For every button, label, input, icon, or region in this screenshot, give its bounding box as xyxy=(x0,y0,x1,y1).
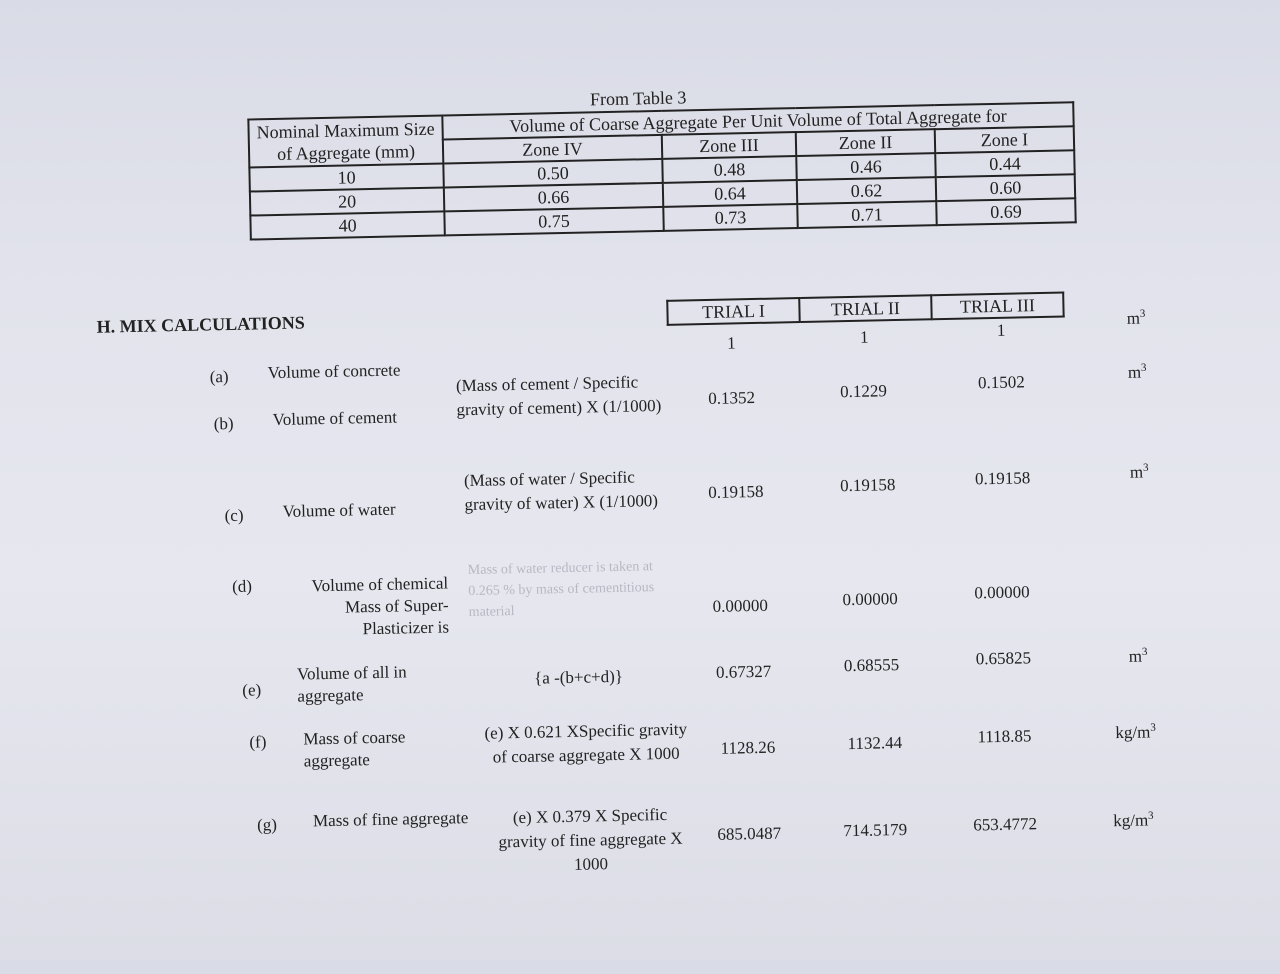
trial-2-value: 1132.44 xyxy=(847,732,903,754)
trial-header: TRIAL II xyxy=(799,295,931,322)
row-label: Volume of water xyxy=(282,499,396,521)
section-title: H. MIX CALCULATIONS xyxy=(96,312,306,337)
size-cell: 20 xyxy=(250,187,444,215)
value-cell: 0.62 xyxy=(797,177,936,204)
value-cell: 0.44 xyxy=(935,150,1074,177)
row-key: (b) xyxy=(213,413,234,434)
zone-header: Zone III xyxy=(662,132,796,159)
unit-label xyxy=(1113,810,1154,831)
row-key: (f) xyxy=(249,732,267,752)
row-label: Mass of coarse aggregate xyxy=(303,727,406,771)
trial-2-value: 1 xyxy=(859,327,869,347)
row-label: Mass of fine aggregate xyxy=(312,808,469,831)
trial-1-value: 0.19158 xyxy=(708,481,764,502)
unit-exponent: 3 xyxy=(1141,645,1148,658)
unit-label xyxy=(1128,362,1147,383)
trial-1-value: 0.67327 xyxy=(715,661,772,682)
trial-1-value: 1128.26 xyxy=(720,737,776,758)
trial-2-value: 0.19158 xyxy=(839,475,896,496)
trial-1-value: 0.1352 xyxy=(708,387,756,408)
trial-1-value: 0.00000 xyxy=(712,595,769,616)
row-label: Volume of concrete xyxy=(267,360,401,383)
unit-base: m xyxy=(1128,646,1143,666)
row-formula: (e) X 0.621 XSpecific gravity of coarse aggregate X 1000 xyxy=(484,719,688,767)
trial-2-value: 0.68555 xyxy=(843,655,900,676)
row-formula: Mass of water reducer is taken at 0.265 % by mass of cementitious material xyxy=(467,559,655,621)
trial-2-value: 0.00000 xyxy=(842,589,898,610)
trial-3-value: 1 xyxy=(996,320,1006,340)
value-cell: 0.73 xyxy=(663,204,797,231)
unit-exponent: 3 xyxy=(1140,361,1147,374)
trial-1-value: 1 xyxy=(726,333,736,353)
value-cell: 0.46 xyxy=(796,153,935,180)
unit-base: m xyxy=(1129,462,1144,482)
trial-header: TRIAL I xyxy=(667,298,799,325)
unit-exponent: 3 xyxy=(1147,809,1154,822)
row-label: Volume of all in aggregate xyxy=(296,662,407,706)
trial-2-value: 0.1229 xyxy=(839,381,888,402)
row-formula: (e) X 0.379 X Specific gravity of fine aggregate X 1000 xyxy=(498,804,683,874)
value-cell: 0.75 xyxy=(444,207,663,236)
zone-header: Zone IV xyxy=(443,135,662,164)
value-cell: 0.60 xyxy=(936,174,1075,201)
size-cell: 10 xyxy=(249,163,443,191)
zone-header: Zone II xyxy=(796,129,935,156)
row-key: (g) xyxy=(256,815,278,835)
table-caption: From Table 3 xyxy=(589,87,687,110)
unit-base: kg/m xyxy=(1113,810,1149,831)
value-cell: 0.50 xyxy=(443,159,662,188)
size-cell: 40 xyxy=(250,211,444,239)
unit-exponent: 3 xyxy=(1142,461,1149,474)
unit-base: kg/m xyxy=(1115,722,1151,743)
unit-base: m xyxy=(1126,308,1141,328)
value-cell: 0.66 xyxy=(444,183,663,212)
trial-3-value: 1118.85 xyxy=(977,726,1032,747)
trial-header: TRIAL III xyxy=(931,293,1063,320)
unit-label xyxy=(1130,462,1149,483)
volume-header: Volume of Coarse Aggregate Per Unit Volume of Total Aggregate for xyxy=(442,102,1073,139)
trial-3-value: 0.1502 xyxy=(977,372,1025,393)
row-key: (c) xyxy=(224,505,244,526)
row-label: Volume of chemical Mass of Super-Plasticizer is xyxy=(311,573,450,639)
unit-label xyxy=(1127,308,1146,329)
row-key: (a) xyxy=(209,367,229,387)
nominal-size-header: Nominal Maximum Size of Aggregate (mm) xyxy=(248,115,443,167)
trial-3-value: 653.4772 xyxy=(973,814,1038,835)
value-cell: 0.71 xyxy=(797,201,936,228)
unit-label xyxy=(1129,646,1148,667)
row-formula: (Mass of water / Specific gravity of water) X (1/1000) xyxy=(463,467,659,515)
row-key: (d) xyxy=(231,576,253,596)
zone-table xyxy=(247,101,1076,240)
trial-3-value: 0.65825 xyxy=(975,648,1032,669)
row-label: Volume of cement xyxy=(272,407,398,430)
row-key: (e) xyxy=(242,680,262,700)
unit-exponent: 3 xyxy=(1150,721,1156,734)
trial-3-value: 0.19158 xyxy=(974,468,1031,489)
value-cell: 0.48 xyxy=(662,156,796,183)
row-formula: (Mass of cement / Specific gravity of cement) X (1/1000) xyxy=(455,372,662,420)
row-formula: {a -(b+c+d)} xyxy=(533,666,624,688)
zone-header: Zone I xyxy=(935,126,1074,153)
trial-2-value: 714.5179 xyxy=(843,819,908,841)
value-cell: 0.69 xyxy=(936,198,1075,225)
unit-base: m xyxy=(1127,362,1142,382)
trial-1-value: 685.0487 xyxy=(717,823,782,844)
unit-label xyxy=(1115,722,1156,743)
trial-3-value: 0.00000 xyxy=(974,582,1030,603)
unit-exponent: 3 xyxy=(1139,307,1146,320)
value-cell: 0.64 xyxy=(663,180,797,207)
